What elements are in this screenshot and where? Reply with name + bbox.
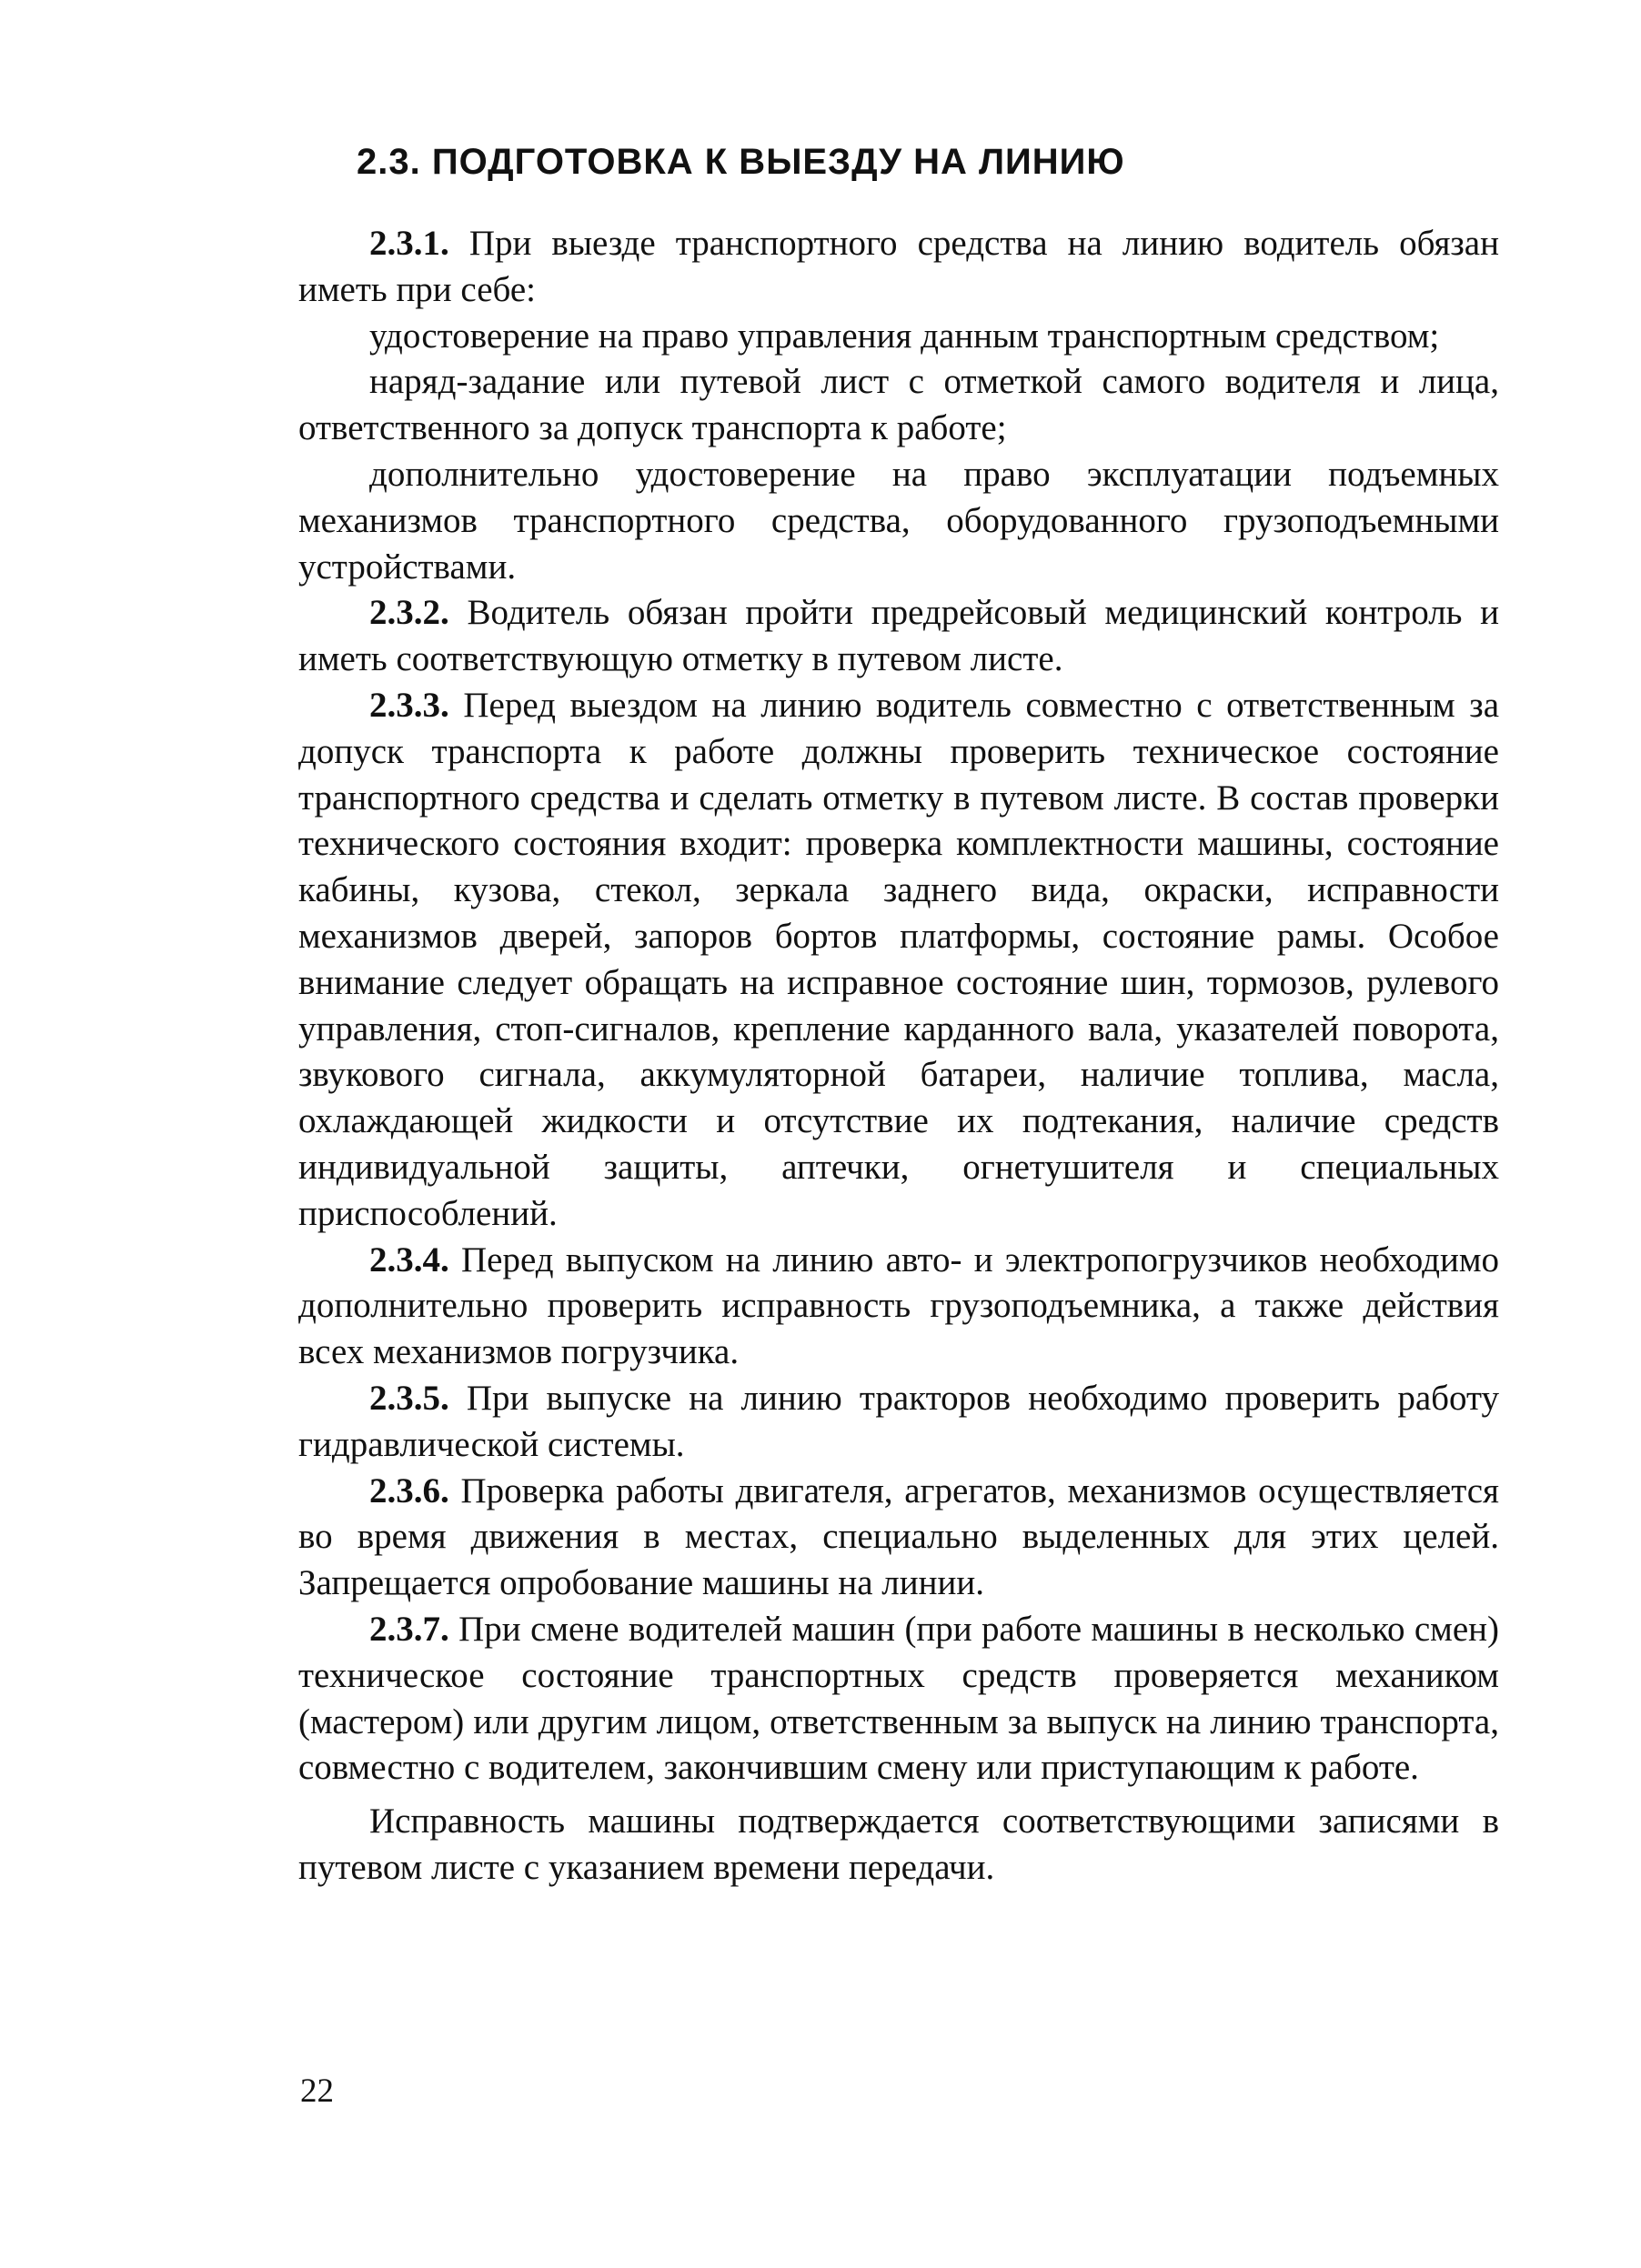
paragraph-text: Водитель обязан пройти предрейсовый медицинский контроль и иметь соответствующую отметку в путевом листе.	[298, 593, 1500, 679]
paragraph-2-3-4	[298, 1238, 1499, 1376]
paragraph-number: 2.3.3.	[369, 685, 449, 725]
paragraph-2-3-5	[298, 1376, 1499, 1469]
paragraph-final	[298, 1799, 1499, 1892]
paragraph-text: При смене водителей машин (при работе машины в несколько смен) техническое состояние транспортных средств проверяется механиком (мастером) или другим лицом, ответственным за выпуск на линию транспорта, совместно с водителем, закончившим смену или приступающим к работе.	[298, 1609, 1500, 1788]
section-body	[298, 221, 1499, 1892]
paragraph-text: Перед выпуском на линию авто- и электропогрузчиков необходимо дополнительно проверить исправность грузоподъемника, а также действия всех механизмов погрузчика.	[298, 1239, 1499, 1372]
page-number: 22	[300, 2072, 334, 2110]
paragraph-text: наряд-задание или путевой лист с отметкой самого водителя и лица, ответственного за допуск транспорта к работе;	[298, 362, 1499, 448]
paragraph-text: Исправность машины подтверждается соответствующими записями в путевом листе с указанием времени передачи.	[298, 1801, 1499, 1887]
paragraph-number: 2.3.6.	[369, 1470, 449, 1510]
paragraph-2-3-2	[298, 590, 1499, 683]
paragraph-number: 2.3.1.	[369, 224, 449, 263]
paragraph-text: При выезде транспортного средства на линию водитель обязан иметь при себе:	[298, 224, 1499, 309]
paragraph-text: удостоверение на право управления данным транспортным средством;	[369, 316, 1440, 356]
paragraph-text: дополнительно удостоверение на право эксплуатации подъемных механизмов транспортного средства, оборудованного грузоподъемными устройствами.	[298, 454, 1499, 587]
paragraph-text: Перед выездом на линию водитель совместно с ответственным за допуск транспорта к работе должны проверить техническое состояние транспортного средства и сделать отметку в путевом листе. В состав проверки технического состояния входит: проверка комплектности машины, состояние кабины, кузова, стекол, зеркала заднего вида, окраски, исправности механизмов дверей, запоров бортов платформы, состояние рамы. Особое внимание следует обращать на исправное состояние шин, тормозов, рулевого управления, стоп-сигналов, крепление карданного вала, указателей поворота, звукового сигнала, аккумуляторной батареи, наличие топлива, масла, охлаждающей жидкости и отсутствие их подтекания, наличие средств индивидуальной защиты, аптечки, огнетушителя и специальных приспособлений.	[298, 685, 1500, 1233]
paragraph-number: 2.3.5.	[369, 1378, 449, 1418]
paragraph-2-3-7	[298, 1607, 1499, 1791]
paragraph-license	[298, 314, 1499, 360]
paragraph-lifting-license	[298, 452, 1499, 590]
paragraph-number: 2.3.4.	[369, 1239, 449, 1280]
paragraph-number: 2.3.7.	[369, 1609, 449, 1649]
paragraph-text: Проверка работы двигателя, агрегатов, механизмов осуществляется во время движения в местах, специально выделенных для этих целей. Запрещается опробование машины на линии.	[298, 1470, 1499, 1603]
document-page	[298, 116, 1499, 2235]
paragraph-text: При выпуске на линию тракторов необходимо проверить работу гидравлической системы.	[298, 1378, 1500, 1464]
paragraph-2-3-1	[298, 221, 1499, 314]
paragraph-waybill	[298, 359, 1499, 452]
paragraph-2-3-6	[298, 1469, 1499, 1607]
paragraph-number: 2.3.2.	[369, 593, 449, 633]
paragraph-2-3-3	[298, 683, 1499, 1238]
section-heading: 2.3. ПОДГОТОВКА К ВЫЕЗДУ НА ЛИНИЮ	[357, 142, 1125, 182]
